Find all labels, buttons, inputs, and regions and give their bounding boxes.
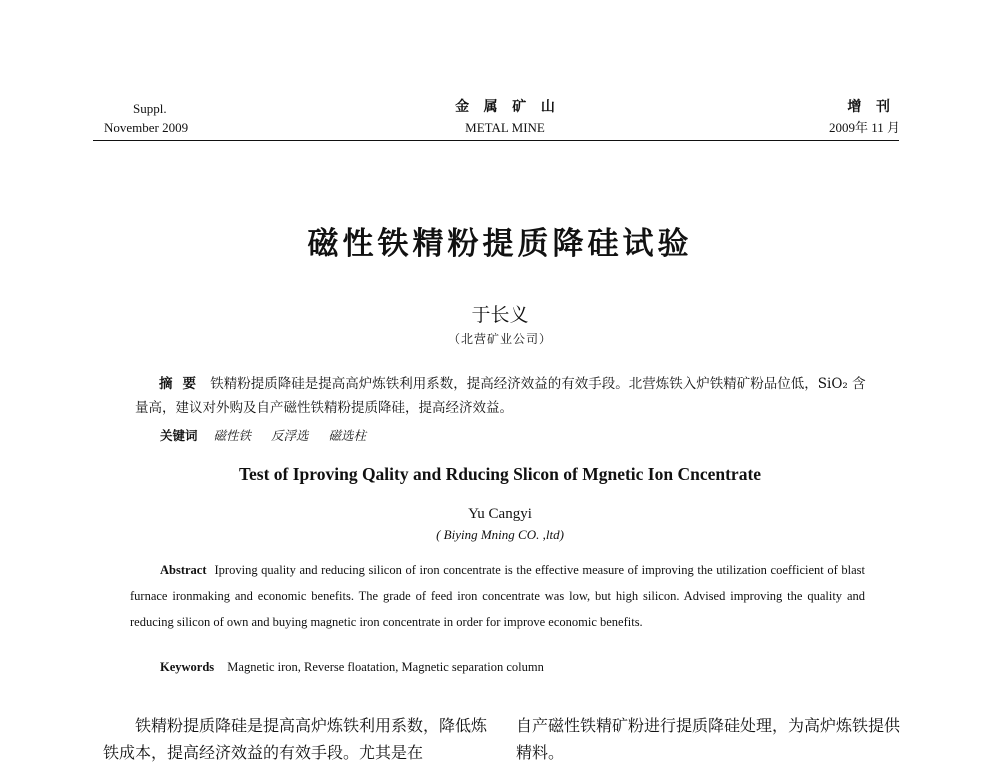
author-affiliation-cn: （北营矿业公司）	[447, 332, 552, 346]
header-suppl: Suppl.	[133, 101, 167, 116]
author-affiliation-en: ( Biying Mning CO. ,ltd)	[436, 527, 564, 542]
author-name-cn: 于长义	[471, 304, 529, 326]
keyword-cn: 磁性铁	[213, 428, 252, 443]
header-date-en: November 2009	[104, 120, 189, 135]
keywords-en-text: Magnetic iron, Reverse floatation, Magnetic separation column	[227, 660, 544, 674]
abstract-en-label: Abstract	[160, 563, 207, 577]
abstract-en-text: Iproving quality and reducing silicon of iron concentrate is the effective measure of improving the utilization coefficient of blast furnace ironmaking and economic benefits. The grade of feed iron concentrate was low, but high silicon. Advised improving the quality and reducing silicon of own and buying magnetic iron concentrate in order for improve economic benefits.	[130, 563, 865, 629]
keywords-en	[160, 660, 865, 675]
journal-name-en: METAL MINE	[465, 120, 545, 135]
header-supplement-cn: 增 刊	[847, 99, 890, 115]
keyword-cn: 磁选柱	[328, 428, 367, 443]
header-rule	[93, 140, 899, 141]
keywords-en-label: Keywords	[160, 660, 215, 674]
abstract-en	[130, 557, 865, 635]
abstract-cn-text: 铁精粉提质降硅是提高高炉炼铁利用系数，提高经济效益的有效手段。北营炼铁入炉铁精矿粉品位低，SiO₂ 含量高，建议对外购及自产磁性铁精粉提质降硅，提高经济效益。	[135, 376, 866, 416]
paper-title-cn: 磁性铁精粉提质降硅试验	[307, 226, 693, 262]
body-column-right: 自产磁性铁精矿粉进行提质降硅处理，为高炉炼铁提供精料。	[516, 716, 901, 762]
body-column-left: 铁精粉提质降硅是提高高炉炼铁利用系数，降低炼铁成本，提高经济效益的有效手段。尤其是在	[103, 716, 488, 762]
author-name-en: Yu Cangyi	[468, 506, 532, 522]
keywords-cn	[160, 426, 870, 444]
header-date-cn: 2009年 11 月	[828, 120, 900, 135]
abstract-cn	[135, 372, 870, 420]
paper-title-en: Test of Iproving Qality and Rducing Slicon of Mgnetic Ion Cncentrate	[238, 464, 762, 484]
keywords-cn-label: 关键词	[160, 428, 198, 443]
keyword-cn: 反浮选	[271, 428, 309, 443]
journal-name-cn: 金 属 矿 山	[455, 99, 555, 115]
abstract-cn-label: 摘要	[159, 376, 206, 392]
